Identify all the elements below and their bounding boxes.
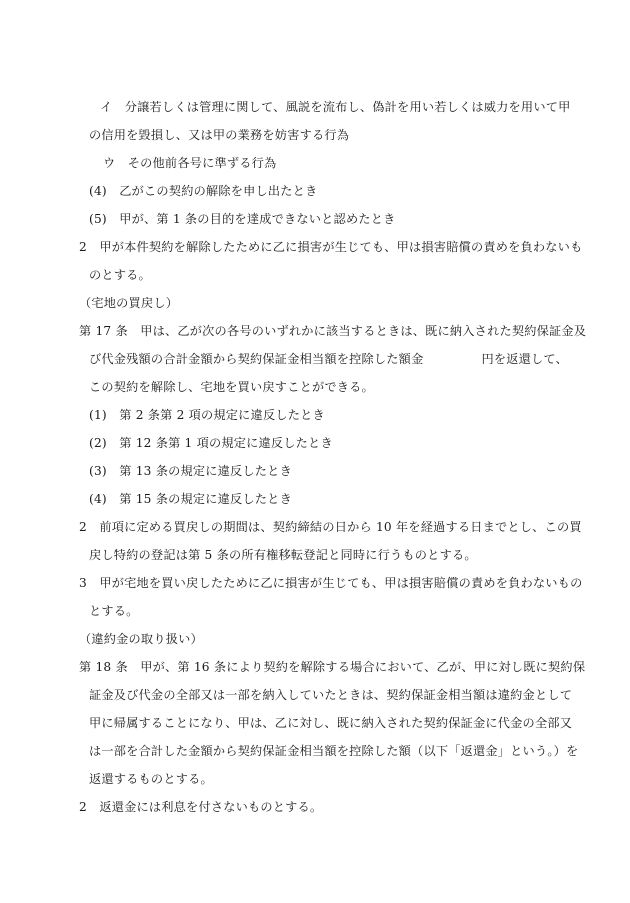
text-line: は一部を合計した金額から契約保証金相当額を控除した額（以下「返還金」という。）を: [89, 744, 579, 758]
text-line: 2 前項に定める買戻しの期間は、契約締結の日から 10 年を経過する日までとし、この買: [79, 520, 582, 534]
text-line: 証金及び代金の全部又は一部を納入していたときは、契約保証金相当額は違約金として: [89, 688, 573, 702]
text-line: この契約を解除し、宅地を買い戻すことができる。: [89, 380, 374, 394]
text-line: ウ その他前各号に準ずる行為: [103, 156, 277, 170]
text-line: 戻し特約の登記は第 5 条の所有権移転登記と同時に行うものとする。: [89, 548, 477, 562]
section-heading: （違約金の取り扱い）: [79, 632, 203, 646]
text-line: の信用を毀損し、又は甲の業務を妨害する行為: [89, 128, 350, 142]
text-line: (5) 甲が、第 1 条の目的を達成できないと認めたとき: [89, 212, 396, 226]
text-line: とする。: [89, 604, 139, 618]
text-line: (4) 乙がこの契約の解除を申し出たとき: [89, 184, 318, 198]
article-18-line-1: 第 18 条 甲が、第 16 条により契約を解除する場合において、乙が、甲に対し既に契約保: [79, 660, 586, 674]
text-line: イ 分譲若しくは管理に関して、風説を流布し、偽計を用い若しくは威力を用いて甲: [100, 100, 571, 114]
article-17-line-1: 第 17 条 甲は、乙が次の各号のいずれかに該当するときは、既に納入された契約保証金及: [79, 324, 587, 338]
text-line: (4) 第 15 条の規定に違反したとき: [89, 492, 292, 506]
text-line: (2) 第 12 条第 1 項の規定に違反したとき: [89, 436, 333, 450]
text-line: 返還するものとする。: [89, 772, 213, 786]
text-line: 2 甲が本件契約を解除したために乙に損害が生じても、甲は損害賠償の責めを負わないも: [79, 240, 583, 254]
text-line: (3) 第 13 条の規定に違反したとき: [89, 464, 292, 478]
text-line: 2 返還金には利息を付さないものとする。: [79, 800, 323, 814]
text-line: のとする。: [89, 268, 151, 282]
text-line: (1) 第 2 条第 2 項の規定に違反したとき: [89, 408, 325, 422]
text-line: 甲に帰属することになり、甲は、乙に対し、既に納入された契約保証金に代金の全部又: [89, 716, 573, 730]
text-segment: び代金残額の合計金額から契約保証金相当額を控除した額金: [89, 352, 424, 366]
text-line: 3 甲が宅地を買い戻したために乙に損害が生じても、甲は損害賠償の責めを負わないもの: [79, 576, 583, 590]
text-segment: 円を返還して、: [481, 352, 568, 366]
article-17-line-2: [89, 351, 568, 367]
section-heading: （宅地の買戻し）: [79, 296, 179, 310]
